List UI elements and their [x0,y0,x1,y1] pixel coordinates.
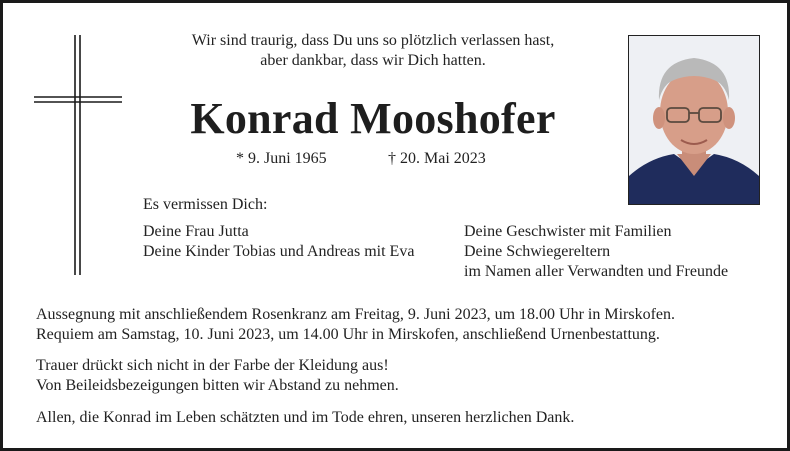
mourners-heading: Es vermissen Dich: [143,196,268,213]
birth-date: * 9. Juni 1965 [236,150,327,167]
deceased-name: Konrad Mooshofer [190,94,556,143]
notice-line-2: Von Beileidsbezeigungen bitten wir Abstand zu nehmen. [36,377,399,394]
death-date: † 20. Mai 2023 [388,150,486,167]
cross-icon [34,35,124,275]
mourner-right-3: im Namen aller Verwandten und Freunde [464,263,729,280]
mourner-right-2: Deine Schwiegereltern [464,243,611,260]
portrait-photo [628,35,760,205]
verse-line-1: Wir sind traurig, dass Du uns so plötzlich verlassen hast, [191,32,555,49]
notice-line-1: Trauer drückt sich nicht in der Farbe der Kleidung aus! [36,357,389,374]
mourner-left-2: Deine Kinder Tobias und Andreas mit Eva [143,243,415,260]
thanks-line: Allen, die Konrad im Leben schätzten und im Tode ehren, unseren herzlichen Dank. [36,409,575,426]
verse-line-2: aber dankbar, dass wir Dich hatten. [260,52,486,69]
mourner-left-1: Deine Frau Jutta [143,223,249,240]
mourner-right-1: Deine Geschwister mit Familien [464,223,672,240]
service-line-2: Requiem am Samstag, 10. Juni 2023, um 14.00 Uhr in Mirskofen, anschließend Urnenbestattung. [36,326,660,343]
service-line-1: Aussegnung mit anschließendem Rosenkranz am Freitag, 9. Juni 2023, um 18.00 Uhr in Mirskofen. [36,306,676,323]
